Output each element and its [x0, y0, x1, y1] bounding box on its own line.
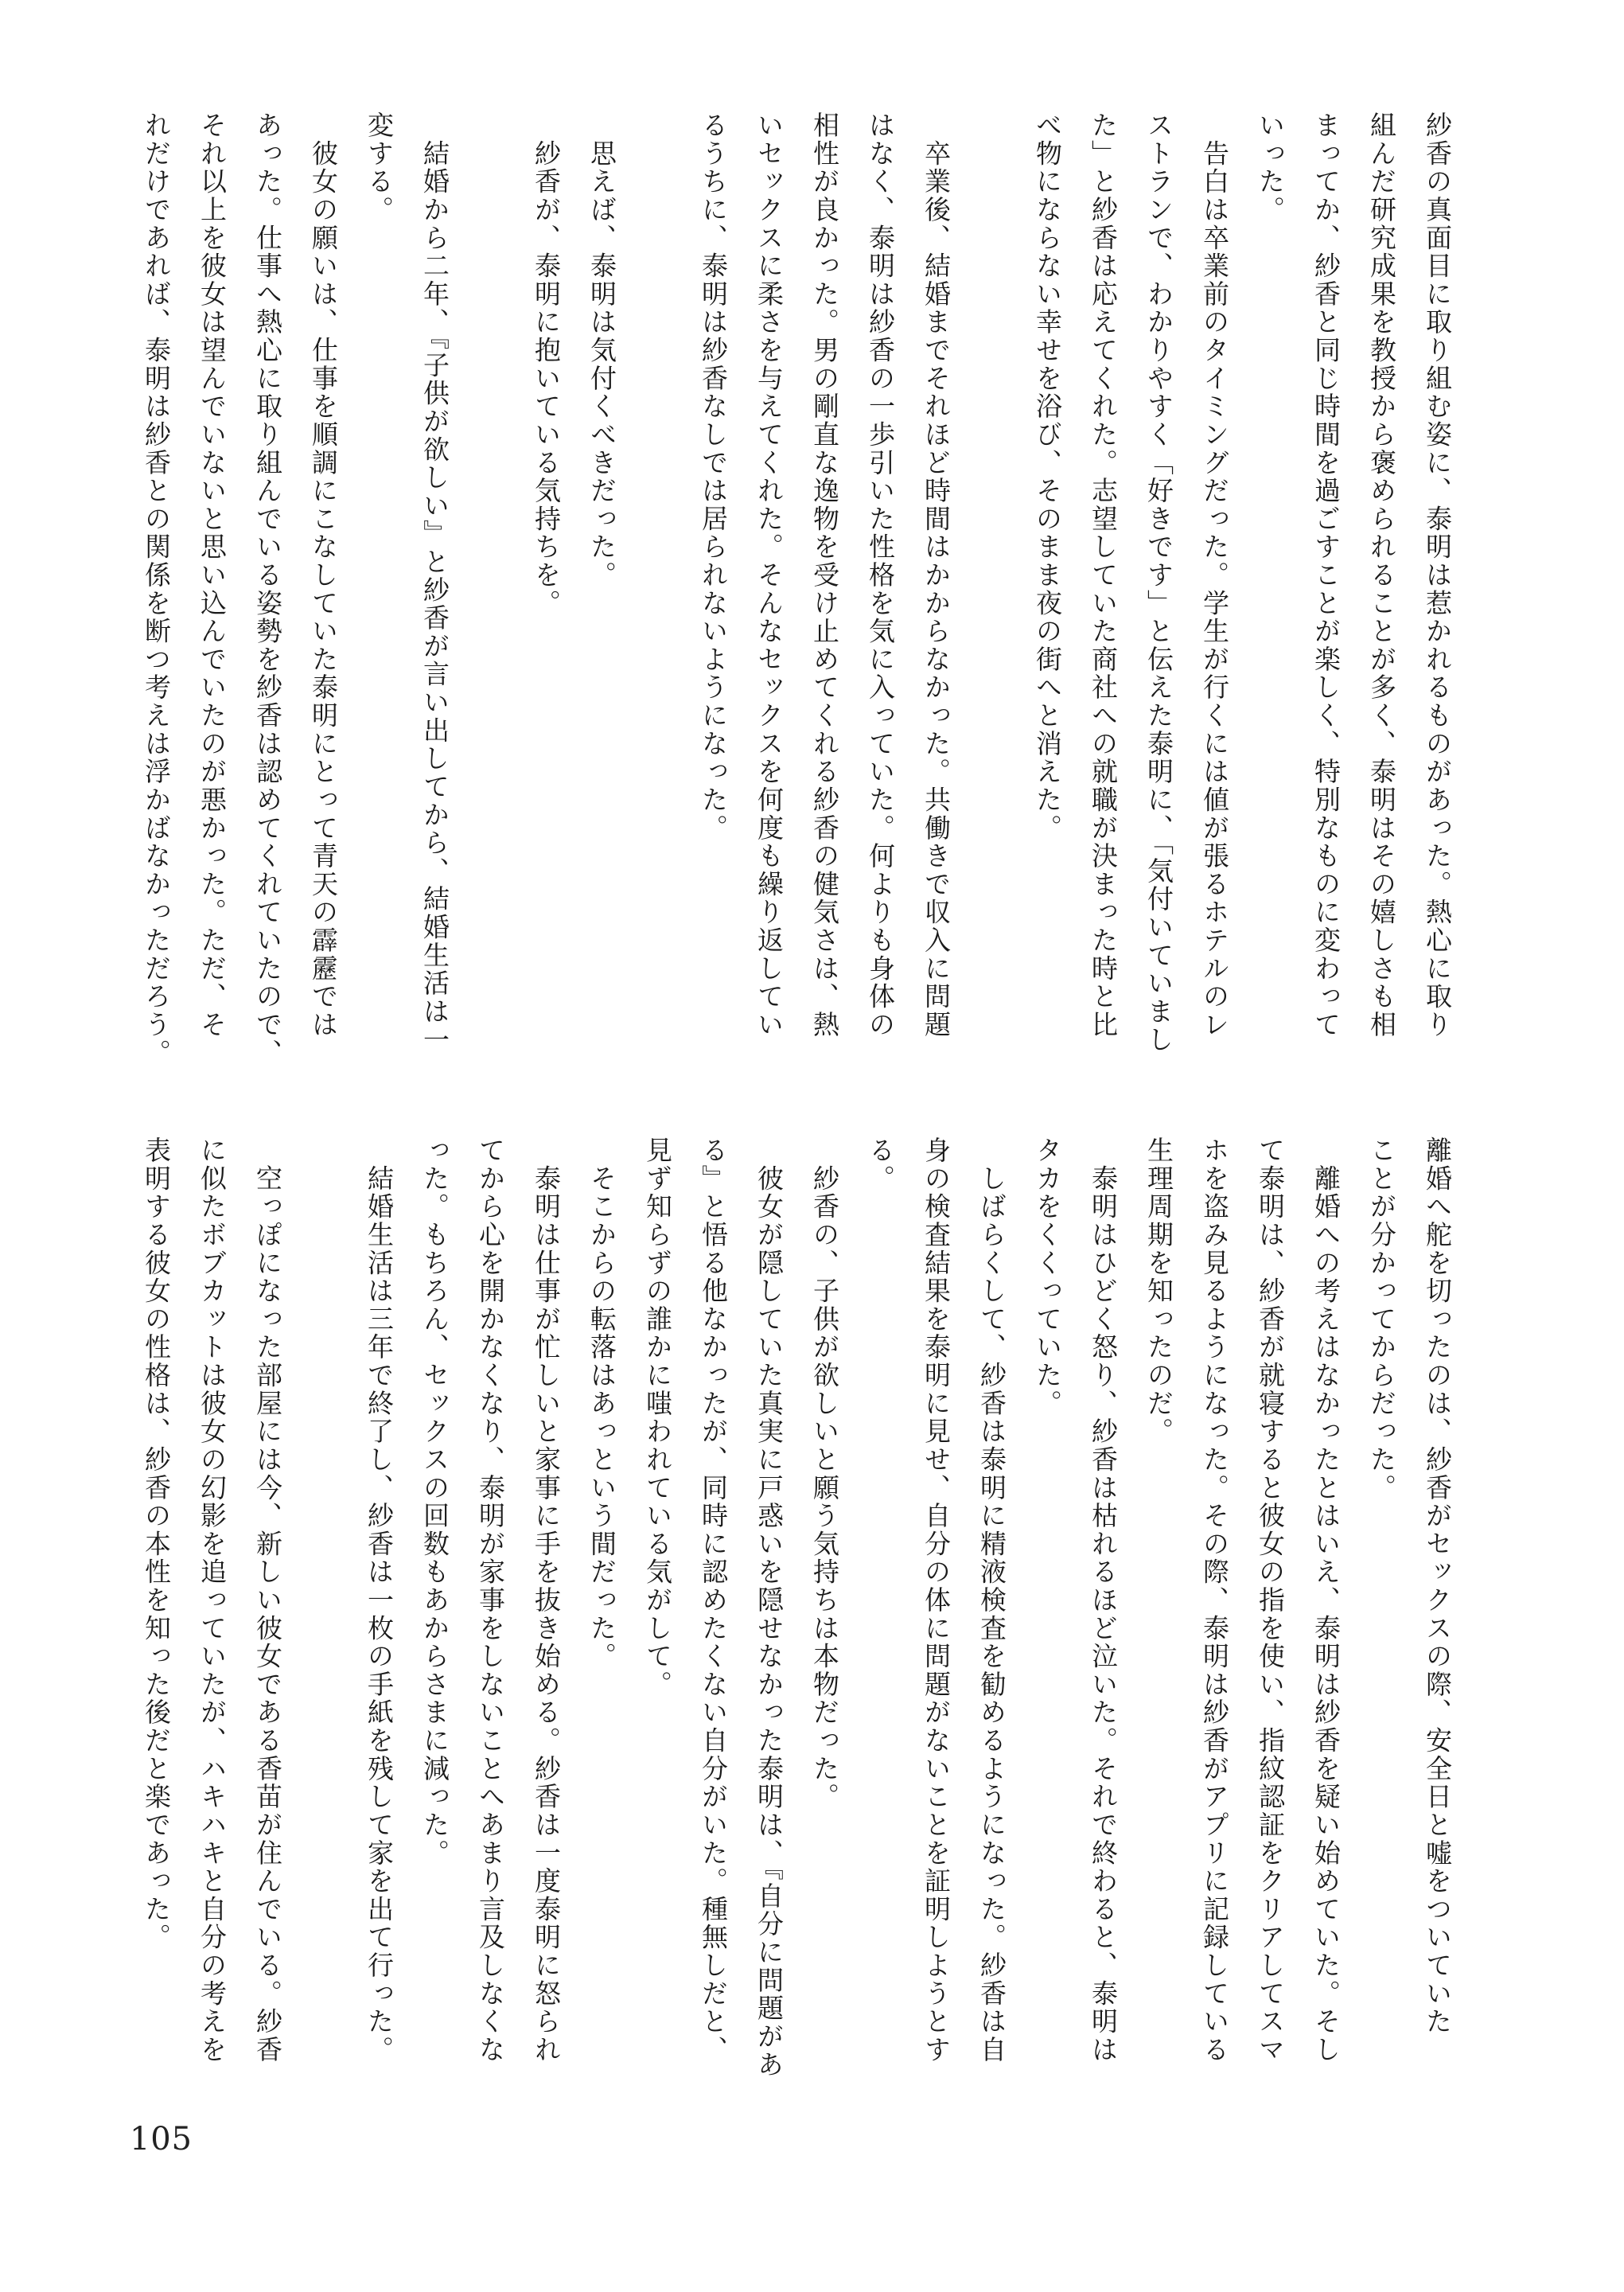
body-text-bottom-tier: 離婚へ舵を切ったのは、紗香がセックスの際、安全日と嘘をついていた ことが分かってからだった。 離婚への考えはなかったとはいえ、泰明は紗香を疑い始めていた。そし て泰明は、紗香が就寝すると彼女の指を使い、指紋認証をクリアしてスマ ホを盗み見るようになった。その際、泰明は紗香がアプリに記録している 生理周期を知ったのだ。 泰明はひどく怒り、紗香は枯れるほど泣いた。それで終わると、泰明は タカをくくっていた。 しばらくして、紗香は泰明に精液検査を勧めるようになった。紗香は自 身の検査結果を泰明に見せ、自分の体に問題がないことを証明しようとす る。 紗香の、子供が欲しいと願う気持ちは本物だった。 彼女が隠していた真実に戸惑いを隠せなかった泰明は、『自分に問題があ る』と悟る他なかったが、同時に認めたくない自分がいた。種無しだと、 見ず知らずの誰かに嗤われている気がして。 そこからの転落はあっという間だった。 泰明は仕事が忙しいと家事に手を抜き始める。紗香は一度泰明に怒られ てから心を開かなくなり、泰明が家事をしないことへあまり言及しなくな った。もちろん、セックスの回数もあからさまに減った。 結婚生活は三年で終了し、紗香は一枚の手紙を残して家を出て行った。 空っぽになった部屋には今、新しい彼女である香苗が住んでいる。紗香 に似たボブカットは彼女の幻影を追っていたが、ハキハキと自分の考えを 表明する彼女の性格は、紗香の本性を知った後だと楽であった。 — [141, 1136, 1453, 2080]
body-text-top-tier: 紗香の真面目に取り組む姿に、泰明は惹かれるものがあった。熱心に取り 組んだ研究成果を教授から褒められることが多く、泰明はその嬉しさも相 まってか、紗香と同じ時間を過ごすことが楽しく、特別なものに変わって いった。 告白は卒業前のタイミングだった。学生が行くには値が張るホテルのレ ストランで、わかりやすく「好きです」と伝えた泰明に、「気付いていまし た」と紗香は応えてくれた。志望していた商社への就職が決まった時と比 べ物にならない幸せを浴び、そのまま夜の街へと消えた。 卒業後、結婚までそれほど時間はかからなかった。共働きで収入に問題 はなく、泰明は紗香の一歩引いた性格を気に入っていた。何よりも身体の 相性が良かった。男の剛直な逸物を受け止めてくれる紗香の健気さは、熱 いセックスに柔さを与えてくれた。そんなセックスを何度も繰り返してい るうちに、泰明は紗香なしでは居られないようになった。 思えば、泰明は気付くべきだった。 紗香が、泰明に抱いている気持ちを。 結婚から二年、『子供が欲しい』と紗香が言い出してから、結婚生活は一 変する。 彼女の願いは、仕事を順調にこなしていた泰明にとって青天の霹靂では あった。仕事へ熱心に取り組んでいる姿勢を紗香は認めてくれていたので、 それ以上を彼女は望んでいないと思い込んでいたのが悪かった。ただ、そ れだけであれば、泰明は紗香との関係を断つ考えは浮かばなかっただろう。 — [141, 111, 1453, 1067]
page-number: 105 — [130, 2121, 193, 2158]
